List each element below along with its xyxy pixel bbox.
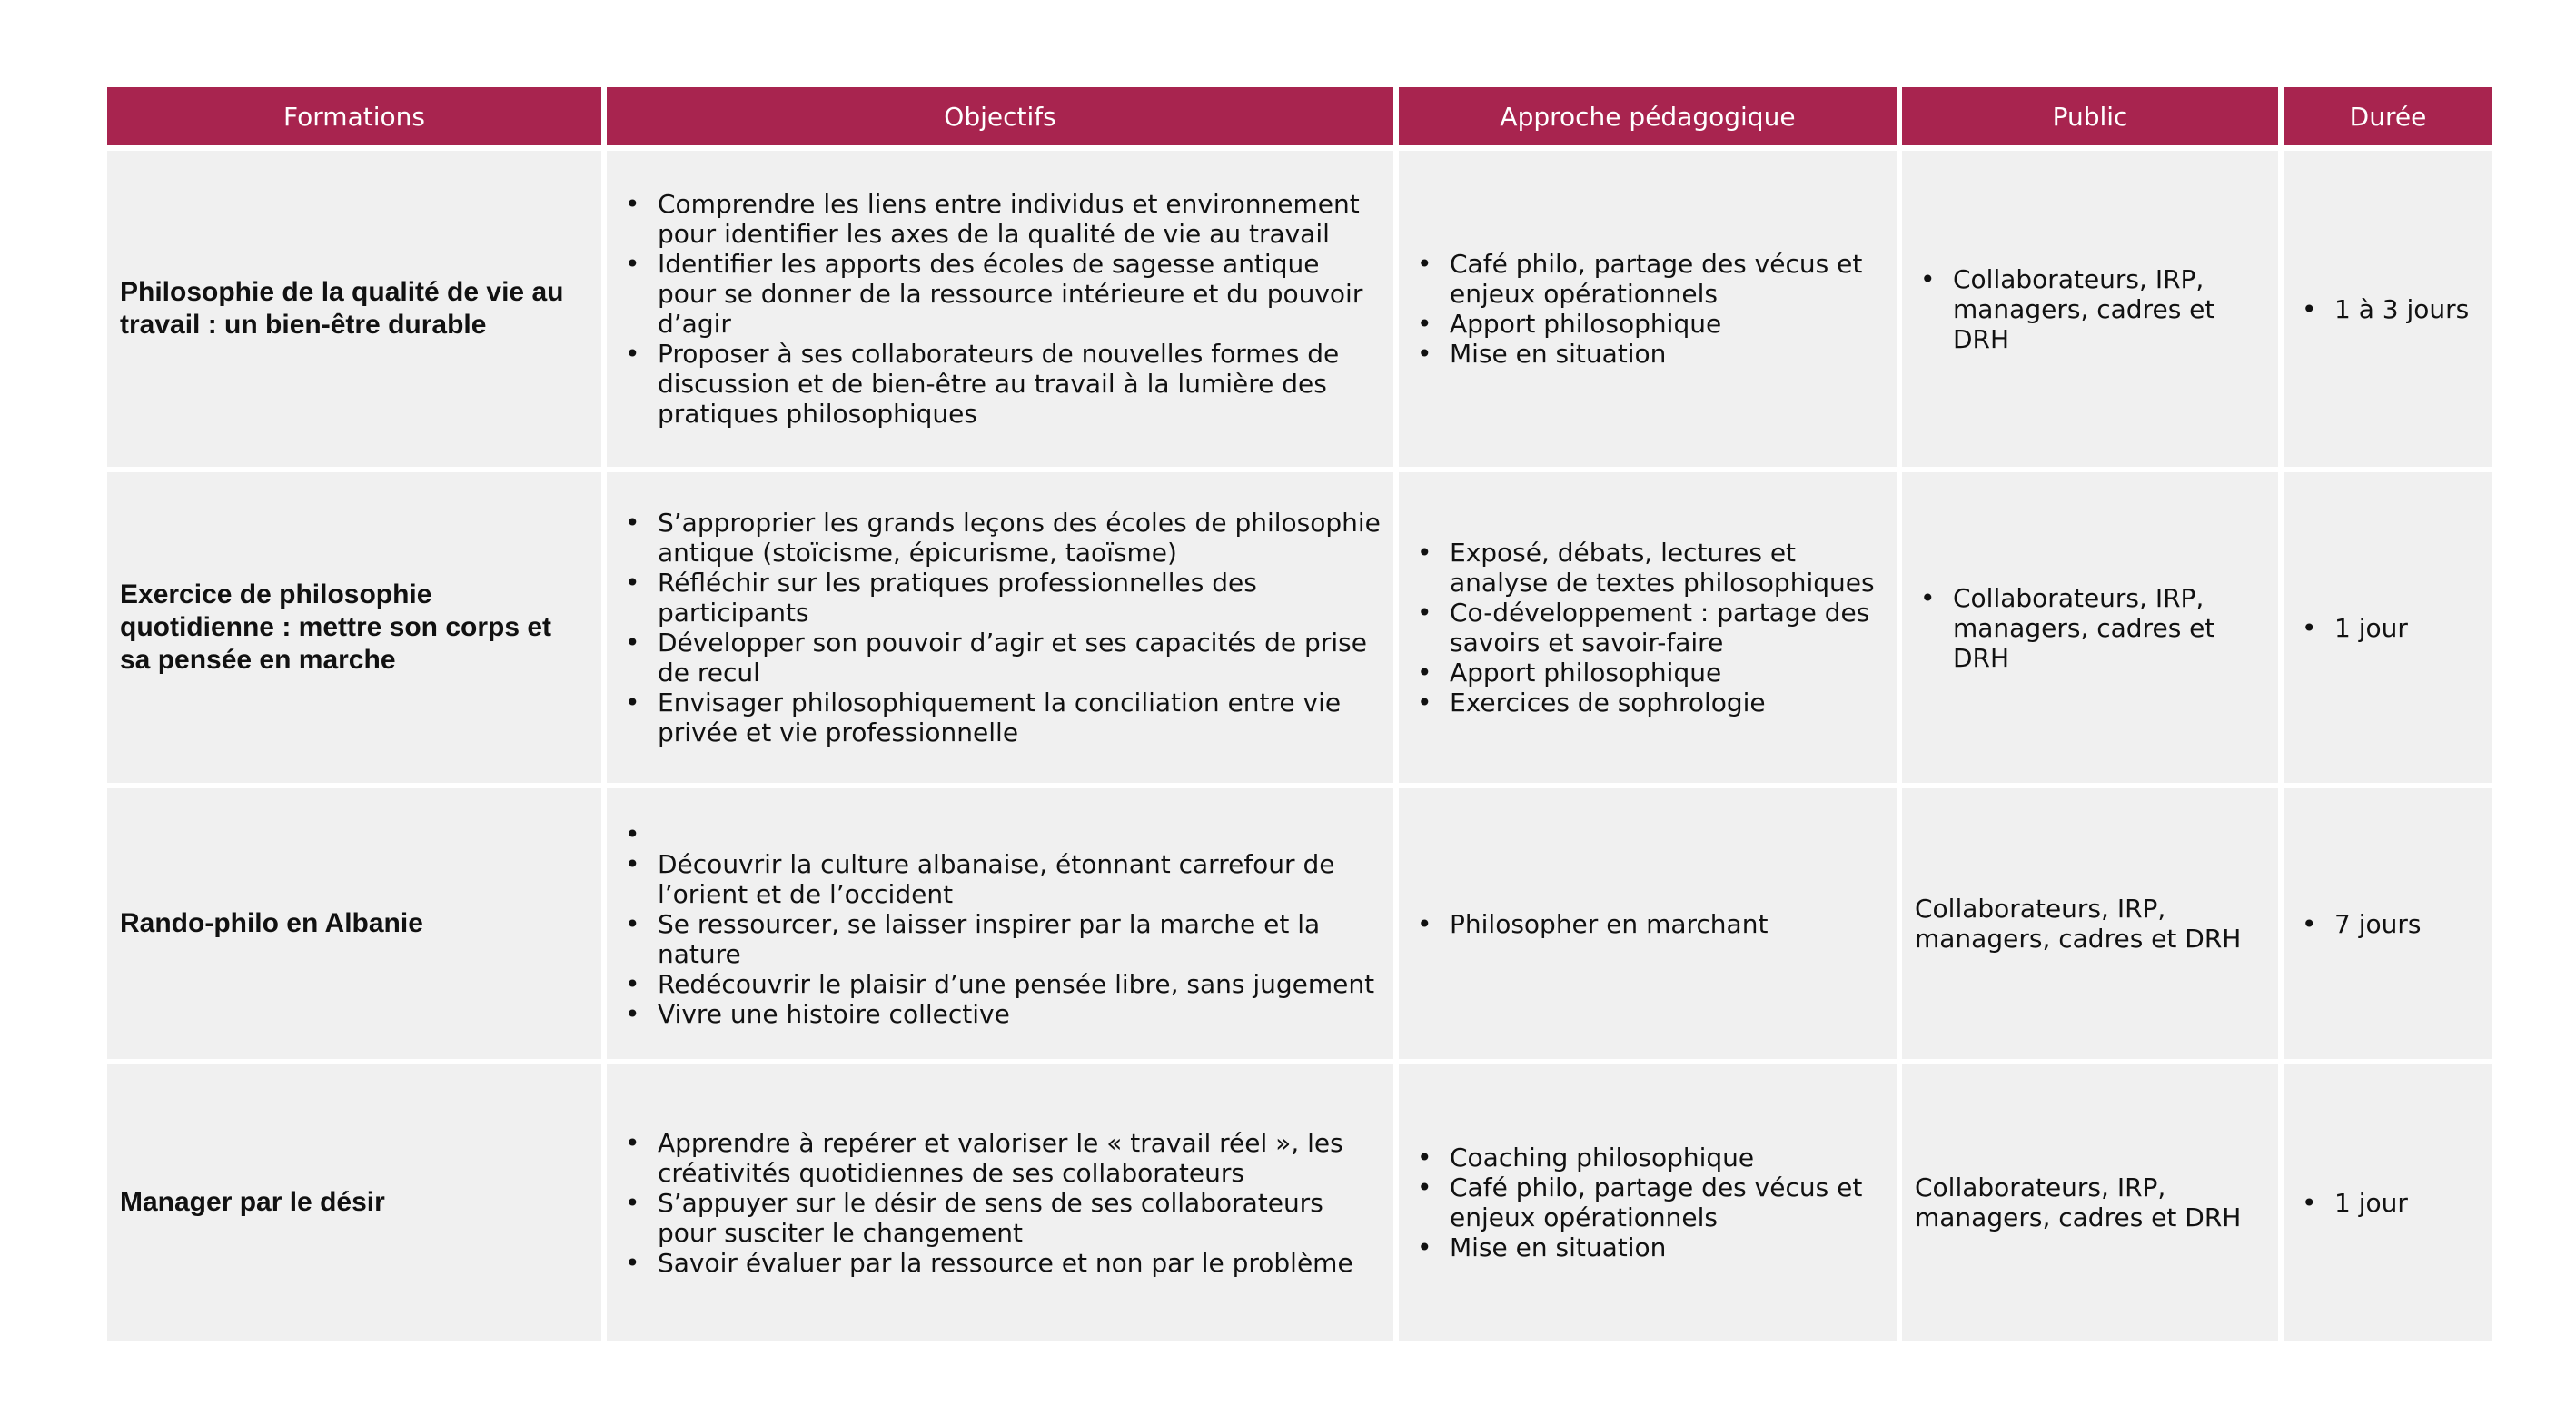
objectifs-list — [619, 819, 1381, 1029]
header-objectifs: Objectifs — [607, 87, 1393, 145]
header-public: Public — [1902, 87, 2278, 145]
formation-title: Rando-philo en Albanie — [107, 788, 601, 1059]
formation-title: Manager par le désir — [107, 1064, 601, 1341]
list-item: • Collaborateurs, IRP, managers, cadres et DRH — [1915, 583, 2265, 673]
table-header-row — [107, 87, 2492, 145]
duree-list — [2296, 1188, 2480, 1218]
duree-cell — [2284, 151, 2492, 467]
list-item: • S’appuyer sur le désir de sens de ses collaborateurs pour susciter le changement — [619, 1188, 1381, 1248]
duree-cell — [2284, 788, 2492, 1059]
list-item: • Comprendre les liens entre individus et environnement pour identifier les axes de la qualité de vie au travail — [619, 189, 1381, 249]
list-item: • Identifier les apports des écoles de sagesse antique pour se donner de la ressource intérieure et du pouvoir d’agir — [619, 249, 1381, 339]
approche-cell — [1399, 472, 1897, 783]
list-item: • Café philo, partage des vécus et enjeux opérationnels — [1412, 1173, 1884, 1232]
training-table — [102, 82, 2498, 1346]
list-item: • Apport philosophique — [1412, 309, 1884, 339]
public-text: Collaborateurs, IRP, managers, cadres et DRH — [1915, 1173, 2242, 1232]
list-item: • Mise en situation — [1412, 339, 1884, 369]
list-item: • Collaborateurs, IRP, managers, cadres et DRH — [1915, 264, 2265, 354]
list-item: • Apport philosophique — [1412, 658, 1884, 688]
list-item: • 1 jour — [2296, 613, 2480, 643]
list-item — [619, 819, 1381, 849]
list-item: • Redécouvrir le plaisir d’une pensée libre, sans jugement — [619, 969, 1381, 999]
approche-cell — [1399, 1064, 1897, 1341]
list-item: • Exposé, débats, lectures et analyse de textes philosophiques — [1412, 538, 1884, 598]
objectifs-cell — [607, 788, 1393, 1059]
formation-title: Philosophie de la qualité de vie au travail : un bien-être durable — [107, 151, 601, 467]
table-row — [107, 472, 2492, 783]
duree-list — [2296, 909, 2480, 939]
approche-list — [1412, 249, 1884, 369]
table-row — [107, 788, 2492, 1059]
public-list — [1915, 264, 2265, 354]
list-item: • Proposer à ses collaborateurs de nouvelles formes de discussion et de bien-être au travail à la lumière des pratiques philosophiques — [619, 339, 1381, 429]
list-item: • 7 jours — [2296, 909, 2480, 939]
objectifs-cell — [607, 1064, 1393, 1341]
list-item: • Envisager philosophiquement la conciliation entre vie privée et vie professionnelle — [619, 688, 1381, 747]
list-item: • Mise en situation — [1412, 1232, 1884, 1262]
public-text: Collaborateurs, IRP, managers, cadres et DRH — [1915, 894, 2242, 954]
header-approche: Approche pédagogique — [1399, 87, 1897, 145]
list-item: • Café philo, partage des vécus et enjeux opérationnels — [1412, 249, 1884, 309]
duree-cell — [2284, 1064, 2492, 1341]
public-list — [1915, 583, 2265, 673]
list-item: • Découvrir la culture albanaise, étonnant carrefour de l’orient et de l’occident — [619, 849, 1381, 909]
objectifs-list — [619, 189, 1381, 429]
objectifs-cell — [607, 151, 1393, 467]
header-formations: Formations — [107, 87, 601, 145]
public-cell — [1902, 472, 2278, 783]
list-item: • Philosopher en marchant — [1412, 909, 1884, 939]
approche-list — [1412, 538, 1884, 717]
table-row — [107, 151, 2492, 467]
list-item: • Vivre une histoire collective — [619, 999, 1381, 1029]
objectifs-cell — [607, 472, 1393, 783]
list-item: • Se ressourcer, se laisser inspirer par la marche et la nature — [619, 909, 1381, 969]
public-cell — [1902, 788, 2278, 1059]
objectifs-list — [619, 508, 1381, 747]
list-item: • 1 jour — [2296, 1188, 2480, 1218]
public-cell — [1902, 151, 2278, 467]
list-item: • Apprendre à repérer et valoriser le « travail réel », les créativités quotidiennes de ses collaborateurs — [619, 1128, 1381, 1188]
formation-title: Exercice de philosophie quotidienne : mettre son corps et sa pensée en marche — [107, 472, 601, 783]
approche-cell — [1399, 788, 1897, 1059]
approche-list — [1412, 1143, 1884, 1262]
list-item: • Co-développement : partage des savoirs et savoir-faire — [1412, 598, 1884, 658]
public-cell — [1902, 1064, 2278, 1341]
list-item: • Réfléchir sur les pratiques professionnelles des participants — [619, 568, 1381, 628]
list-item: • Coaching philosophique — [1412, 1143, 1884, 1173]
duree-cell — [2284, 472, 2492, 783]
table-row — [107, 1064, 2492, 1341]
approche-list — [1412, 909, 1884, 939]
list-item: • Savoir évaluer par la ressource et non par le problème — [619, 1248, 1381, 1278]
approche-cell — [1399, 151, 1897, 467]
training-table-container — [102, 82, 2489, 1346]
list-item: • Développer son pouvoir d’agir et ses capacités de prise de recul — [619, 628, 1381, 688]
list-item: • 1 à 3 jours — [2296, 294, 2480, 324]
list-item: • S’approprier les grands leçons des écoles de philosophie antique (stoïcisme, épicurisme, taoïsme) — [619, 508, 1381, 568]
duree-list — [2296, 613, 2480, 643]
header-duree: Durée — [2284, 87, 2492, 145]
objectifs-list — [619, 1128, 1381, 1278]
list-item: • Exercices de sophrologie — [1412, 688, 1884, 717]
duree-list — [2296, 294, 2480, 324]
